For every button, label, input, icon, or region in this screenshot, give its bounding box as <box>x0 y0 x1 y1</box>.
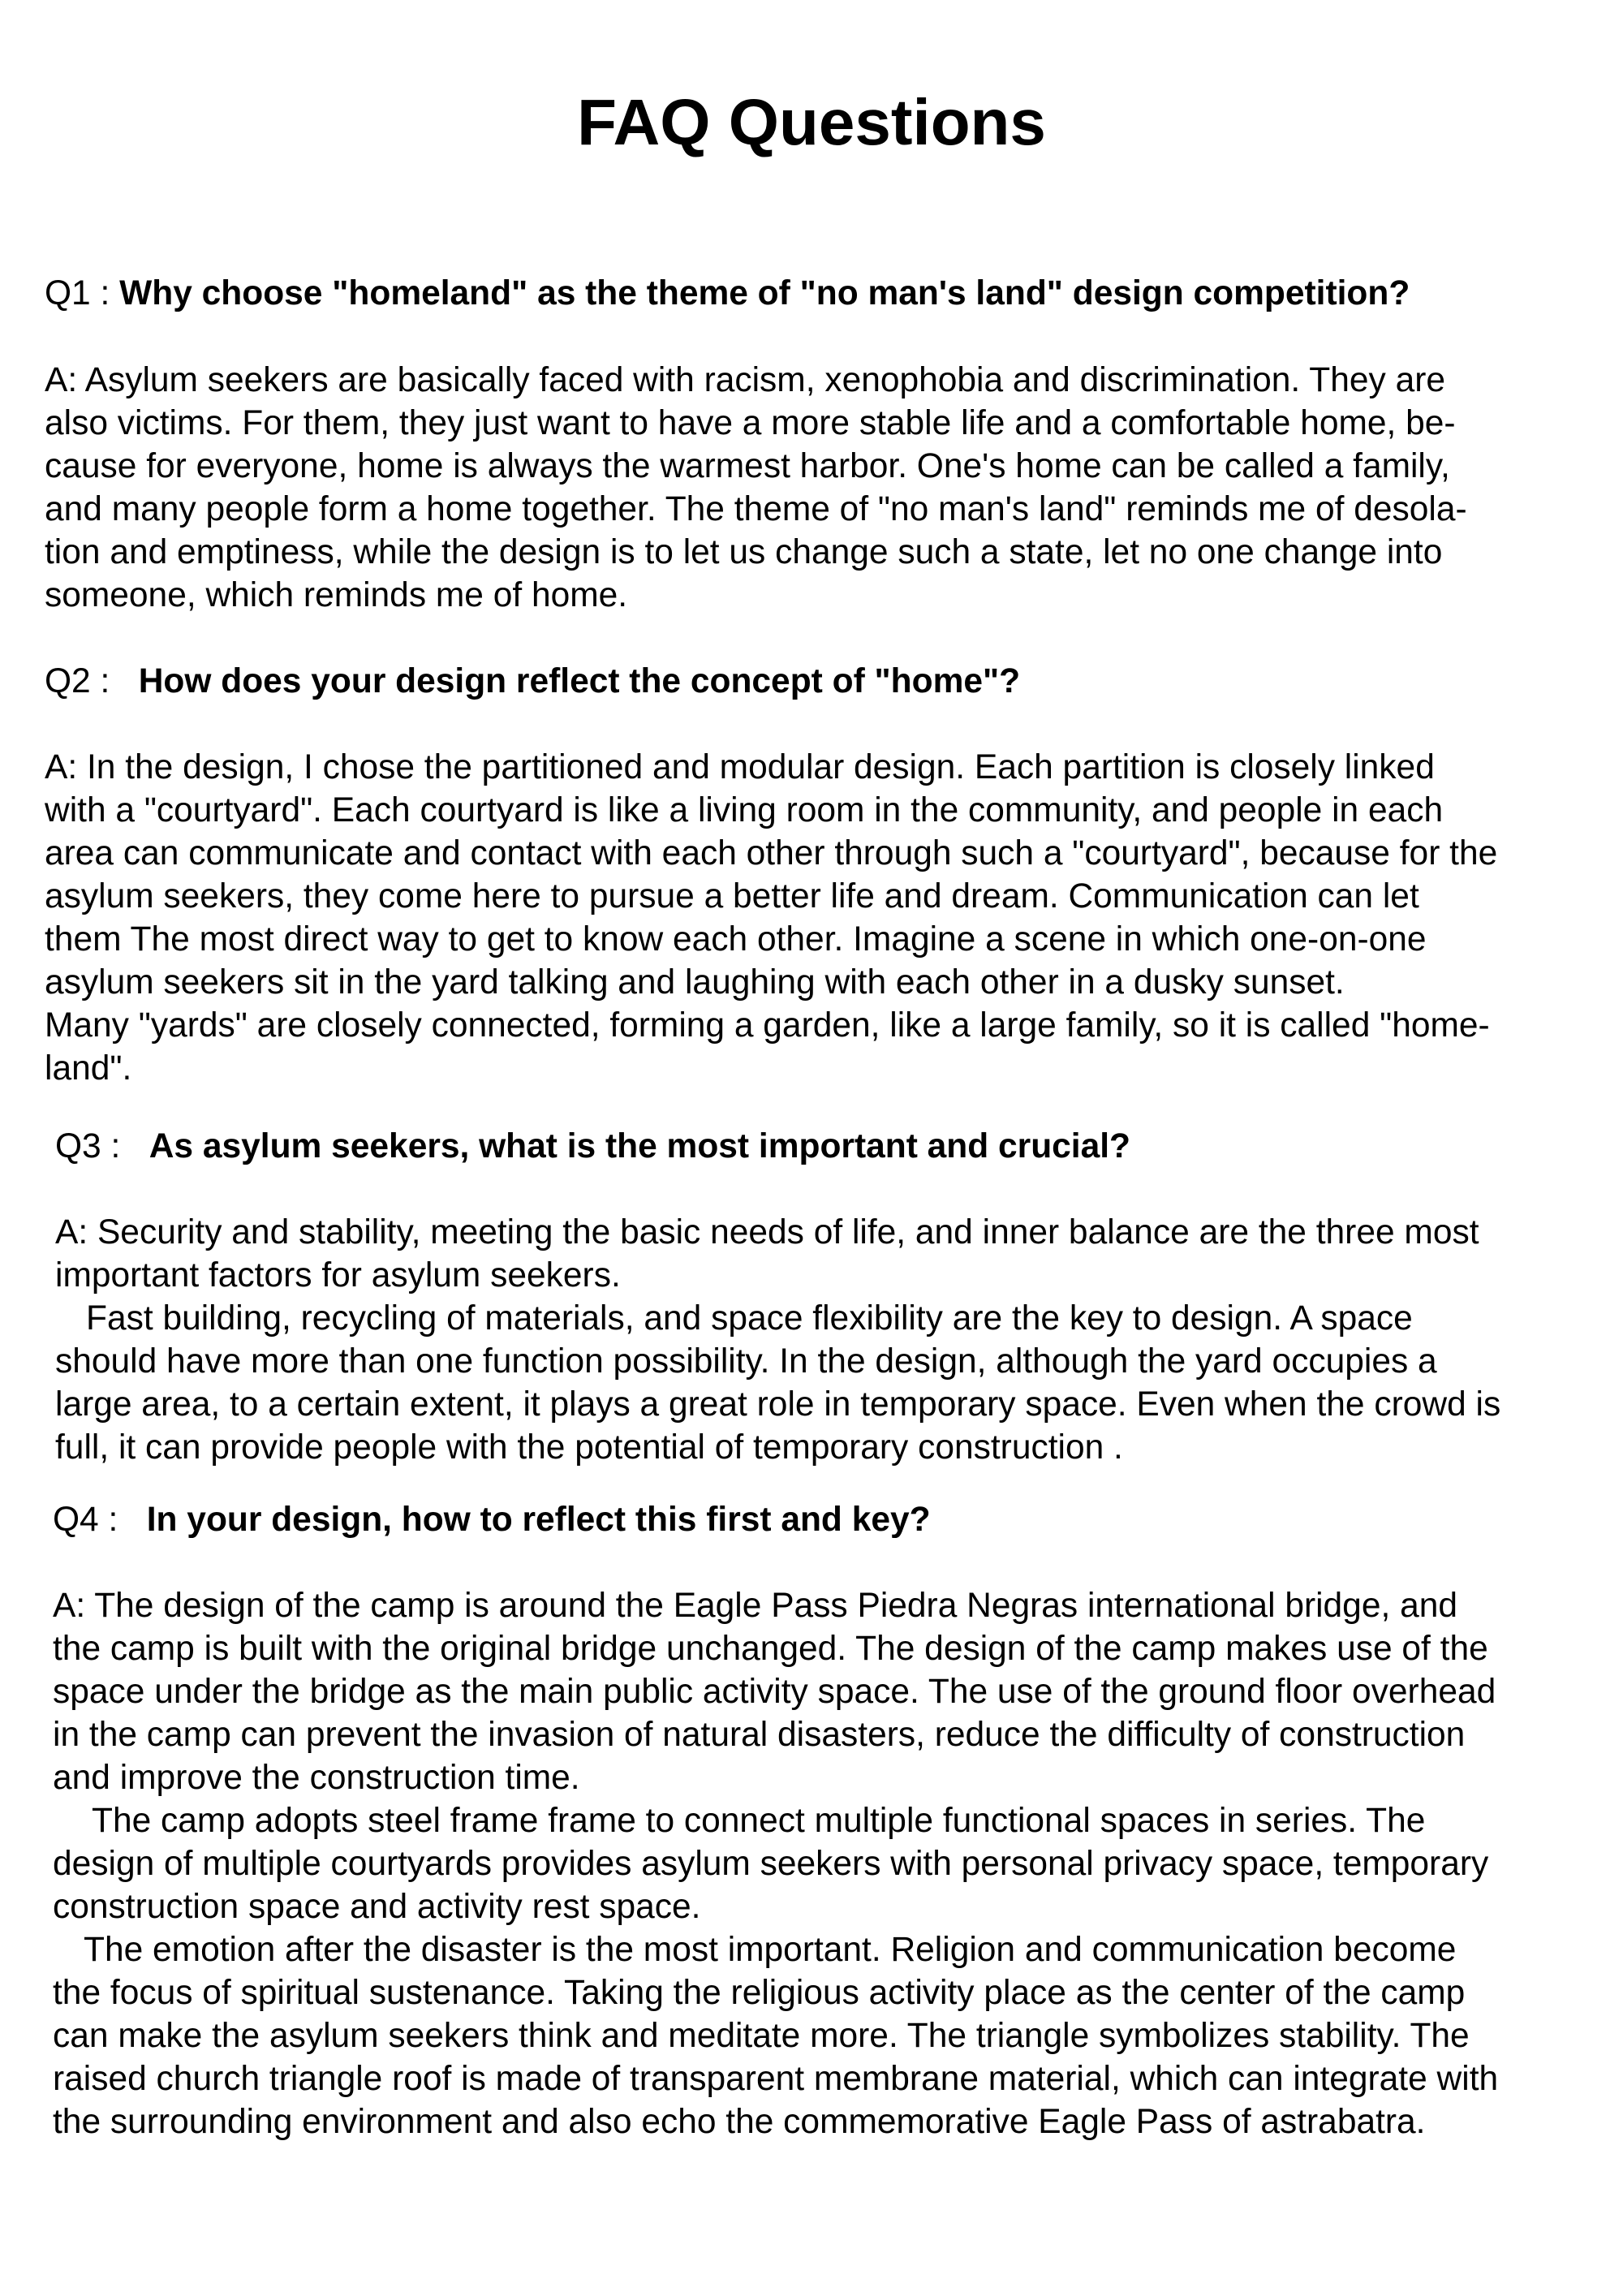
answer-line: full, it can provide people with the potential of temporary construction . <box>55 1428 1123 1467</box>
answer-line: also victims. For them, they just want to have a more stable life and a comfortable home, be- <box>45 404 1456 442</box>
faq-answer-4 <box>53 1584 1595 2143</box>
answer-line: them The most direct way to get to know each other. Imagine a scene in which one-on-one <box>45 920 1427 958</box>
answer-line: raised church triangle roof is made of transparent membrane material, which can integrate with <box>53 2060 1499 2098</box>
answer-line: space under the bridge as the main public activity space. The use of the ground floor overhead <box>53 1673 1496 1711</box>
question-text: Why choose "homeland" as the theme of "no man's land" design competition? <box>119 274 1410 312</box>
answer-line: and improve the construction time. <box>53 1759 580 1797</box>
answer-line: A: The design of the camp is around the Eagle Pass Piedra Negras international bridge, and <box>53 1587 1457 1625</box>
answer-line: should have more than one function possibility. In the design, although the yard occupies a <box>55 1342 1437 1381</box>
answer-line: The camp adopts steel frame frame to connect multiple functional spaces in series. The <box>92 1802 1426 1840</box>
answer-line: The emotion after the disaster is the most important. Religion and communication become <box>84 1931 1457 1969</box>
faq-question-3 <box>55 1125 1597 1168</box>
answer-line: Fast building, recycling of materials, and space flexibility are the key to design. A space <box>86 1299 1413 1338</box>
faq-question-1 <box>45 272 1586 315</box>
answer-line: in the camp can prevent the invasion of natural disasters, reduce the difficulty of construction <box>53 1716 1466 1754</box>
question-label: Q3 : <box>55 1127 149 1165</box>
answer-line: design of multiple courtyards provides asylum seekers with personal privacy space, temporary <box>53 1845 1489 1883</box>
faq-question-4 <box>53 1498 1595 1541</box>
answer-line: important factors for asylum seekers. <box>55 1256 621 1294</box>
answer-line: and many people form a home together. The theme of "no man's land" reminds me of desola- <box>45 490 1467 528</box>
answer-line: someone, which reminds me of home. <box>45 576 628 614</box>
answer-line: A: In the design, I chose the partitioned and modular design. Each partition is closely linked <box>45 748 1435 786</box>
answer-line: asylum seekers, they come here to pursue a better life and dream. Communication can let <box>45 877 1419 915</box>
answer-line: asylum seekers sit in the yard talking and laughing with each other in a dusky sunset. <box>45 963 1345 1002</box>
page-title: FAQ Questions <box>577 86 1046 158</box>
answer-line: the camp is built with the original bridge unchanged. The design of the camp makes use of the <box>53 1630 1488 1668</box>
answer-line: tion and emptiness, while the design is to let us change such a state, let no one change into <box>45 533 1443 571</box>
answer-line: construction space and activity rest space. <box>53 1888 701 1926</box>
faq-answer-3 <box>55 1211 1597 1469</box>
answer-line: A: Asylum seekers are basically faced with racism, xenophobia and discrimination. They are <box>45 361 1446 399</box>
faq-question-2 <box>45 660 1586 703</box>
question-label: Q1 : <box>45 274 120 312</box>
question-label: Q4 : <box>53 1501 147 1539</box>
faq-answer-2 <box>45 746 1586 1090</box>
faq-answer-1 <box>45 359 1586 617</box>
answer-line: A: Security and stability, meeting the basic needs of life, and inner balance are the three most <box>55 1213 1479 1251</box>
question-text: In your design, how to reflect this first and key? <box>146 1501 931 1539</box>
answer-line: the focus of spiritual sustenance. Taking the religious activity place as the center of the camp <box>53 1974 1466 2012</box>
answer-line: cause for everyone, home is always the warmest harbor. One's home can be called a family, <box>45 447 1450 485</box>
answer-line: area can communicate and contact with each other through such a "courtyard", because for the <box>45 834 1498 872</box>
answer-line: with a "courtyard". Each courtyard is like a living room in the community, and people in each <box>45 791 1444 829</box>
question-label: Q2 : <box>45 662 139 700</box>
question-text: As asylum seekers, what is the most important and crucial? <box>149 1127 1131 1165</box>
answer-line: large area, to a certain extent, it plays a great role in temporary space. Even when the crowd is <box>55 1385 1501 1424</box>
answer-line: land". <box>45 1049 132 1088</box>
answer-line: Many "yards" are closely connected, forming a garden, like a large family, so it is called "home- <box>45 1006 1490 1045</box>
answer-line: the surrounding environment and also echo the commemorative Eagle Pass of astrabatra. <box>53 2103 1426 2141</box>
question-text: How does your design reflect the concept of "home"? <box>138 662 1021 700</box>
answer-line: can make the asylum seekers think and meditate more. The triangle symbolizes stability. The <box>53 2017 1470 2055</box>
